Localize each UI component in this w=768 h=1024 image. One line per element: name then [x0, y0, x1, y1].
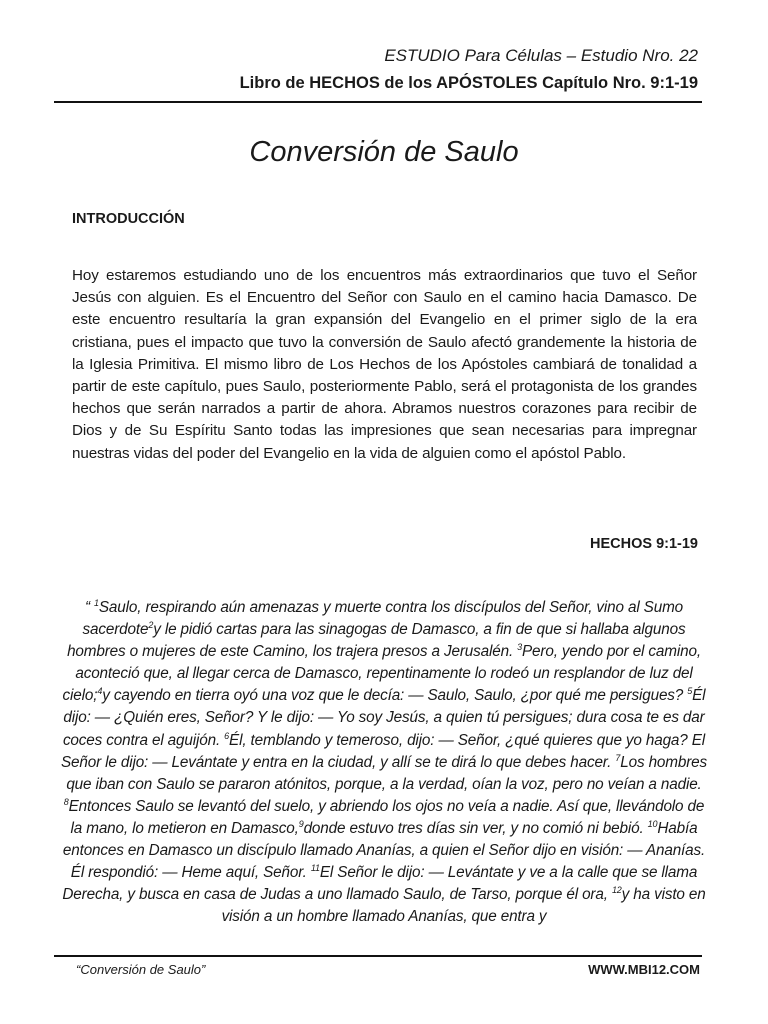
- verse-text: Saulo, respirando aún amenazas y muerte contra los discípulos del Señor, vino al Sumo sacerdote: [82, 599, 684, 639]
- verse-number: 9: [298, 818, 304, 829]
- verse-text: y le pidió cartas para las sinagogas de Damasco, a fin de que si hallaba algunos hombres o mujeres de este Camino, los trajera presos a Jerusalén.: [67, 621, 686, 661]
- verse-text: y cayendo en tierra oyó una voz que le decía: — Saulo, Saulo, ¿por qué me persigues?: [102, 687, 688, 705]
- scripture-reference: HECHOS 9:1-19: [590, 536, 698, 552]
- verse-text: y ha visto en visión a un hombre llamado Ananías, que entra y: [221, 886, 706, 926]
- verse-text: Él dijo: — ¿Quién eres, Señor? Y le dijo: — Yo soy Jesús, a quien tú persigues; dura cosa te es dar coces contra el aguijón.: [62, 687, 706, 749]
- header-divider: [54, 101, 702, 103]
- header-book-line: Libro de HECHOS de los APÓSTOLES Capítulo Nro. 9:1-19: [239, 74, 698, 92]
- page-title: Conversión de Saulo: [249, 136, 519, 168]
- verse-text: donde estuvo tres días sin ver, y no comió ni bebió.: [303, 819, 648, 837]
- footer-divider: [54, 955, 702, 957]
- verse-text: Pero, yendo por el camino, aconteció que, al llegar cerca de Damasco, repentinamente lo rodeó un resplandor de luz del cielo;: [62, 643, 701, 705]
- verse-number: 3: [517, 642, 522, 653]
- header-study-line: ESTUDIO Para Células – Estudio Nro. 22: [384, 46, 698, 65]
- verse-number: 4: [97, 686, 103, 697]
- scripture-passage: [60, 597, 708, 949]
- verse-number: 6: [224, 730, 230, 741]
- intro-paragraph: Hoy estaremos estudiando uno de los encuentros más extraordinarios que tuvo el Señor Jesús con alguien. Es el Encuentro del Señor con Saulo en el camino hacia Damasco. De este encuentro resultaría la gran expansión del Evangelio en el primer siglo de la era cristiana, pues el impacto que tuvo la conversión de Saulo afectó grandemente la historia de la Iglesia Primitiva. El mismo libro de Los Hechos de los Apóstoles cambiará de tonalidad a partir de este capítulo, pues Saulo, posteriormente Pablo, será el protagonista de los grandes hechos que serán narrados a partir de ahora. Abramos nuestros corazones para recibir de Dios y de Su Espíritu Santo todas las impresiones que sean necesarias para impregnar nuestras vidas del poder del Evangelio en la vida de alguien como el apóstol Pablo.: [72, 267, 697, 462]
- verse-number: 12: [611, 885, 622, 896]
- verse-text: Los hombres que iban con Saulo se pararon atónitos, porque, a la verdad, oían la voz, pero no veían a nadie.: [66, 753, 708, 793]
- verse-number: 7: [615, 752, 621, 763]
- verse-text: Había entonces en Damasco un discípulo llamado Ananías, a quien el Señor dijo en visión: — Ananías. Él respondió: — Heme aquí, Señor.: [62, 819, 706, 882]
- verse-number: 1: [94, 597, 99, 608]
- scripture-open-quote: “: [84, 599, 90, 616]
- verse-number: 11: [310, 863, 320, 874]
- verse-text: El Señor le dijo: — Levántate y ve a la calle que se llama Derecha, y busca en casa de Judas a uno llamado Saulo, de Tarso, porque él ora,: [62, 864, 698, 904]
- verse-text: Él, temblando y temeroso, dijo: — Señor, ¿qué quieres que yo haga? El Señor le dijo: — Levántate y entra en la ciudad, y allí se te dirá lo que debes hacer.: [60, 731, 706, 771]
- intro-heading: INTRODUCCIÓN: [72, 211, 185, 227]
- verse-number: 2: [148, 620, 154, 630]
- footer-title: “Conversión de Saulo”: [76, 962, 206, 977]
- verse-number: 5: [687, 686, 693, 697]
- footer-website: WWW.MBI12.COM: [588, 962, 700, 977]
- verse-text: Entonces Saulo se levantó del suelo, y abriendo los ojos no veía a nadie. Así que, llevándolo de la mano, lo metieron en Damasco,: [68, 797, 705, 837]
- verse-number: 10: [647, 818, 658, 829]
- verse-number: 8: [63, 796, 69, 807]
